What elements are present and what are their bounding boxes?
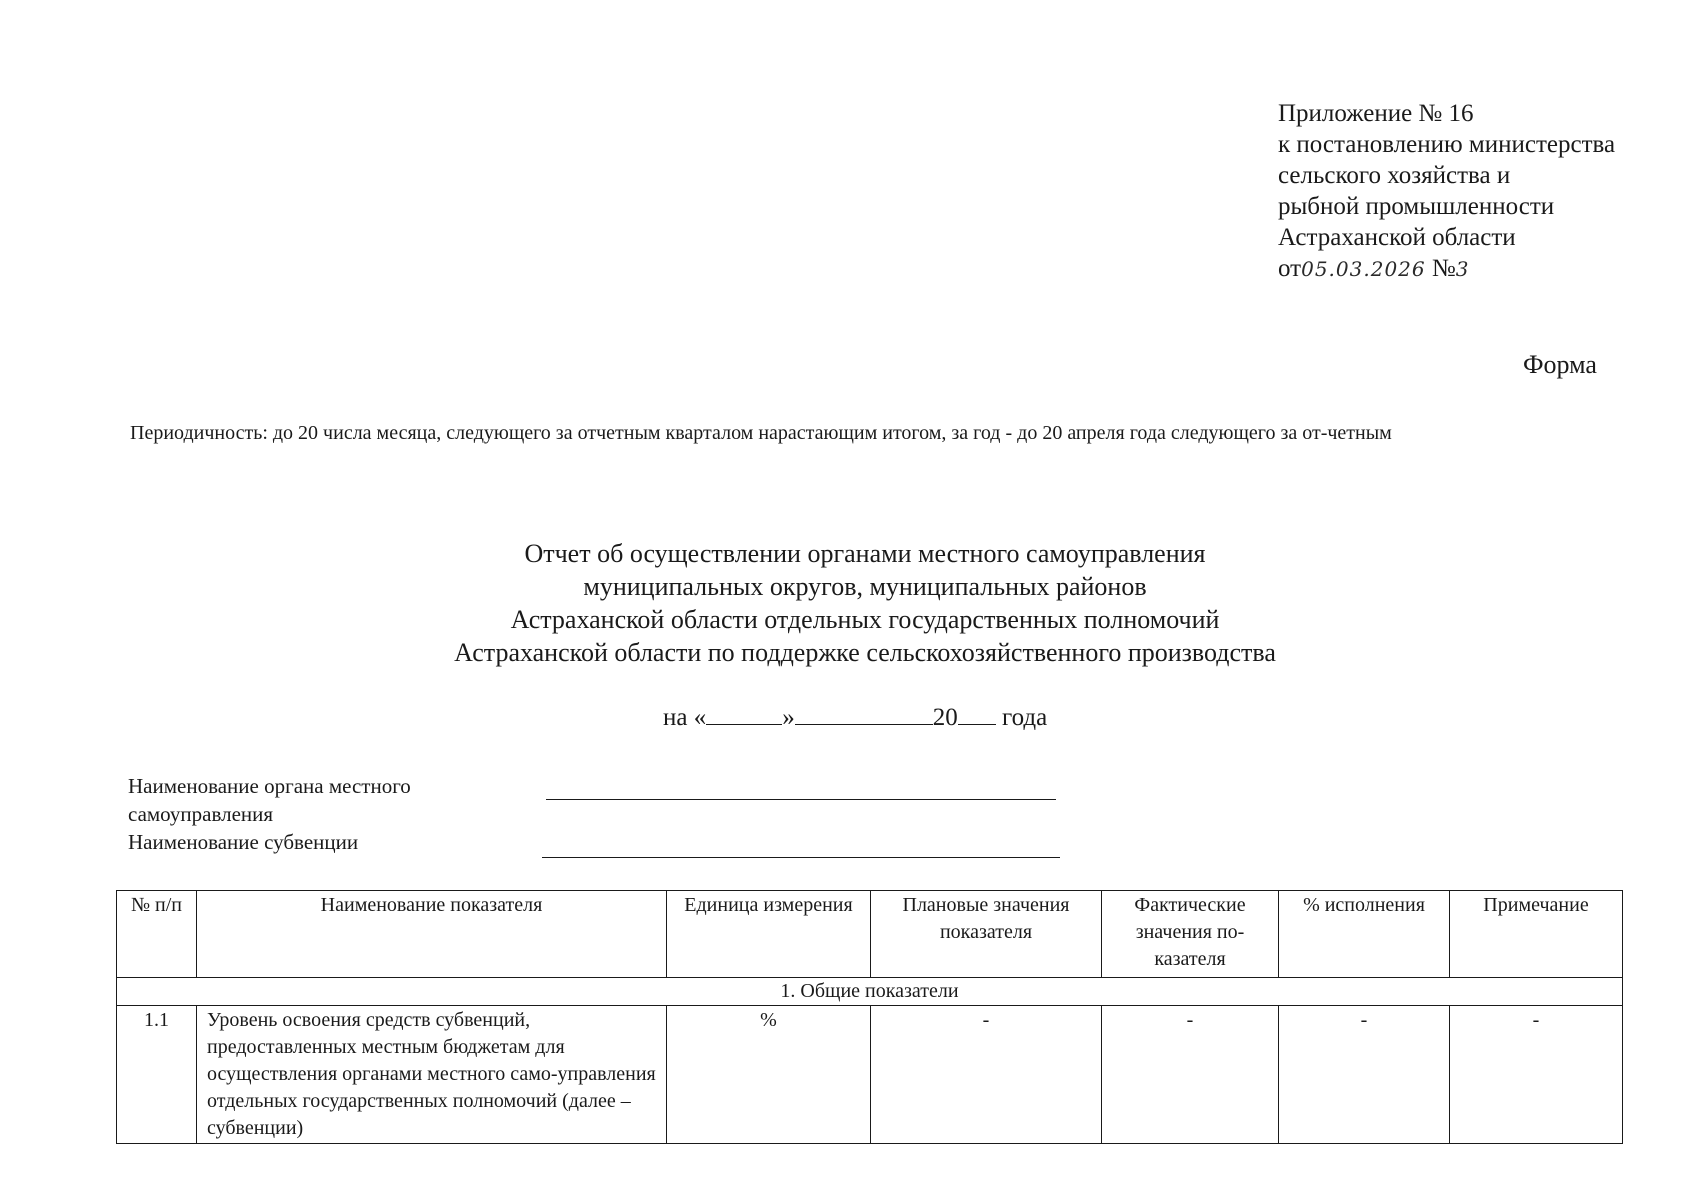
row-note: - (1450, 1006, 1623, 1144)
appendix-number-handwritten: 3 (1455, 257, 1470, 281)
appendix-line-3: сельского хозяйства и (1278, 162, 1511, 189)
appendix-date-handwritten: 05.03.2026 (1301, 257, 1426, 281)
header-planned: Плановые значения показателя (871, 891, 1102, 978)
row-percent: - (1279, 1006, 1450, 1144)
appendix-block (1278, 98, 1615, 285)
row-unit: % (667, 1006, 871, 1144)
table-header-row (117, 891, 1623, 978)
header-actual: Фактические значения по-казателя (1102, 891, 1279, 978)
subvention-field[interactable] (542, 857, 1060, 858)
date-prefix: на « (663, 704, 707, 731)
date-suffix: года (1001, 704, 1048, 731)
month-blank[interactable] (795, 702, 933, 725)
table-row (117, 1006, 1623, 1144)
row-indicator-name: Уровень освоения средств субвенций, предоставленных местным бюджетам для осуществления органами местного само-управления отдельных государственных полномочий (далее – субвенции) (197, 1006, 667, 1144)
header-num: № п/п (117, 891, 197, 978)
report-title-line-1: Отчет об осуществлении органами местного самоуправления (524, 539, 1206, 568)
appendix-title: Приложение № 16 (1278, 100, 1474, 127)
appendix-line-2: к постановлению министерства (1278, 131, 1616, 158)
row-planned: - (871, 1006, 1102, 1144)
header-unit: Единица измерения (667, 891, 871, 978)
report-title-line-4: Астраханской области по поддержке сельскохозяйственного производства (454, 638, 1276, 667)
header-note: Примечание (1450, 891, 1623, 978)
org-name-field[interactable] (546, 799, 1056, 800)
report-title-line-3: Астраханской области отдельных государственных полномочий (510, 605, 1220, 634)
date-year-prefix: 20 (932, 704, 958, 731)
year-blank[interactable] (958, 702, 996, 725)
section-row (117, 978, 1623, 1006)
row-num: 1.1 (117, 1006, 197, 1144)
subvention-label: Наименование субвенции (128, 830, 359, 854)
appendix-from-prefix: от (1278, 255, 1302, 282)
indicators-table (116, 890, 1623, 1144)
report-date-line (663, 702, 1047, 732)
header-percent: % исполнения (1279, 891, 1450, 978)
day-blank[interactable] (706, 702, 782, 725)
org-name-label-line-2: самоуправления (128, 802, 274, 826)
appendix-line-5: Астраханской области (1278, 224, 1516, 251)
org-name-label-line-1: Наименование органа местного (128, 774, 411, 798)
periodicity-text: Периодичность: до 20 числа месяца, следующего за отчетным кварталом нарастающим итогом, за год - до 20 апреля года следующего за от-четным (130, 422, 1392, 444)
appendix-number-prefix: № (1431, 255, 1456, 282)
report-title-line-2: муниципальных округов, муниципальных районов (583, 572, 1147, 601)
appendix-date-line (1278, 253, 1615, 285)
header-fields (128, 772, 411, 856)
date-quote-close: » (782, 704, 795, 731)
row-actual: - (1102, 1006, 1279, 1144)
header-indicator-name: Наименование показателя (197, 891, 667, 978)
form-label: Форма (1523, 350, 1597, 379)
report-title (0, 537, 1696, 669)
section-title: 1. Общие показатели (117, 978, 1623, 1006)
appendix-line-4: рыбной промышленности (1278, 193, 1555, 220)
